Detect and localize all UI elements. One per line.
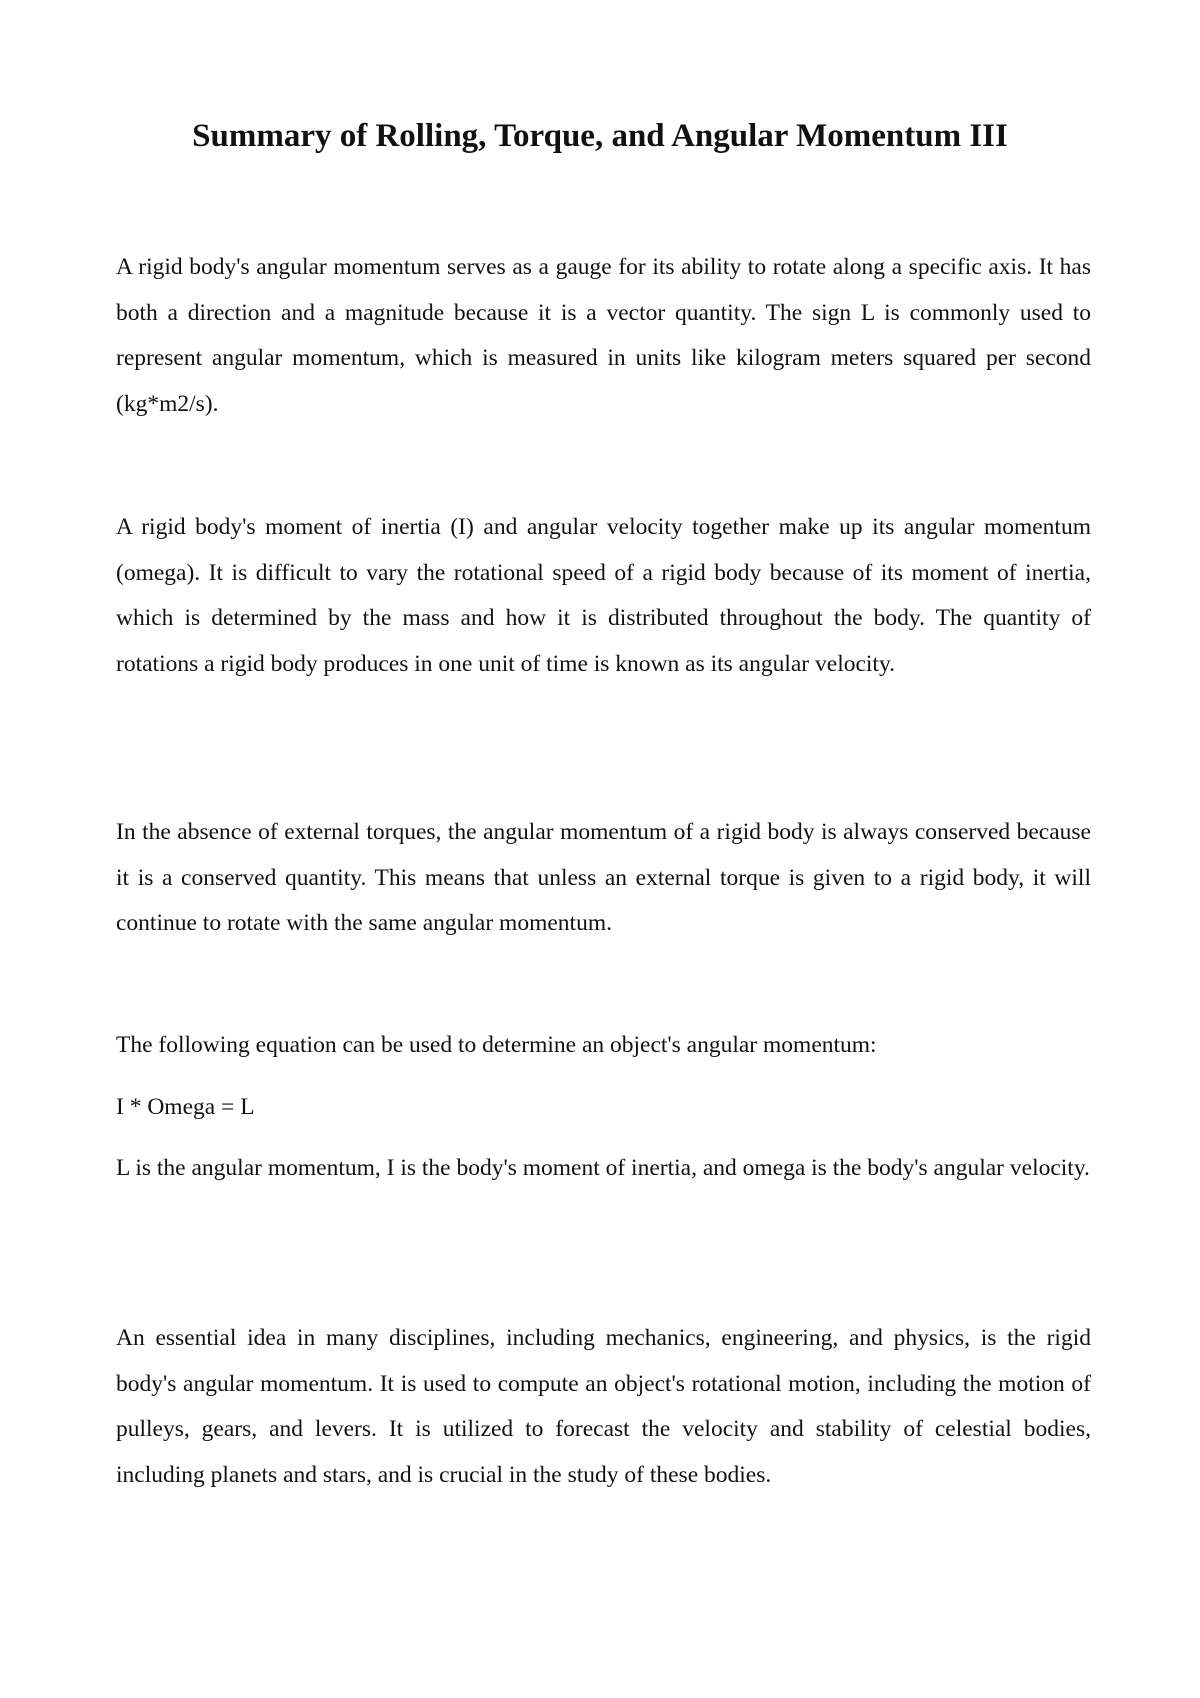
paragraph-angular-momentum-definition: A rigid body's angular momentum serves as a gauge for its ability to rotate along a specific axis. It has both a direction and a magnitude because it is a vector quantity. The sign L is commonly used to represent angular momentum, which is measured in units like kilogram meters squared per second (kg*m2/s).: [116, 254, 1091, 417]
equation: I * Omega = L: [116, 1094, 255, 1120]
paragraph-equation-intro: The following equation can be used to determine an object's angular momentum:: [116, 1032, 877, 1058]
paragraph-conservation: In the absence of external torques, the angular momentum of a rigid body is always conserved because it is a conserved quantity. This means that unless an external torque is given to a rigid body, it will continue to rotate with the same angular momentum.: [116, 819, 1091, 936]
paragraph-inertia-and-velocity: A rigid body's moment of inertia (I) and angular velocity together make up its angular momentum (omega). It is difficult to vary the rotational speed of a rigid body because of its moment of inertia, which is determined by the mass and how it is distributed throughout the body. The quantity of rotations a rigid body produces in one unit of time is known as its angular velocity.: [116, 514, 1091, 677]
document-title: Summary of Rolling, Torque, and Angular Momentum III: [192, 118, 1008, 154]
paragraph-equation-explanation: L is the angular momentum, I is the body's moment of inertia, and omega is the body's angular velocity.: [116, 1155, 1090, 1181]
paragraph-applications: An essential idea in many disciplines, including mechanics, engineering, and physics, is the rigid body's angular momentum. It is used to compute an object's rotational motion, including the motion of pulleys, gears, and levers. It is utilized to forecast the velocity and stability of celestial bodies, including planets and stars, and is crucial in the study of these bodies.: [116, 1325, 1091, 1488]
